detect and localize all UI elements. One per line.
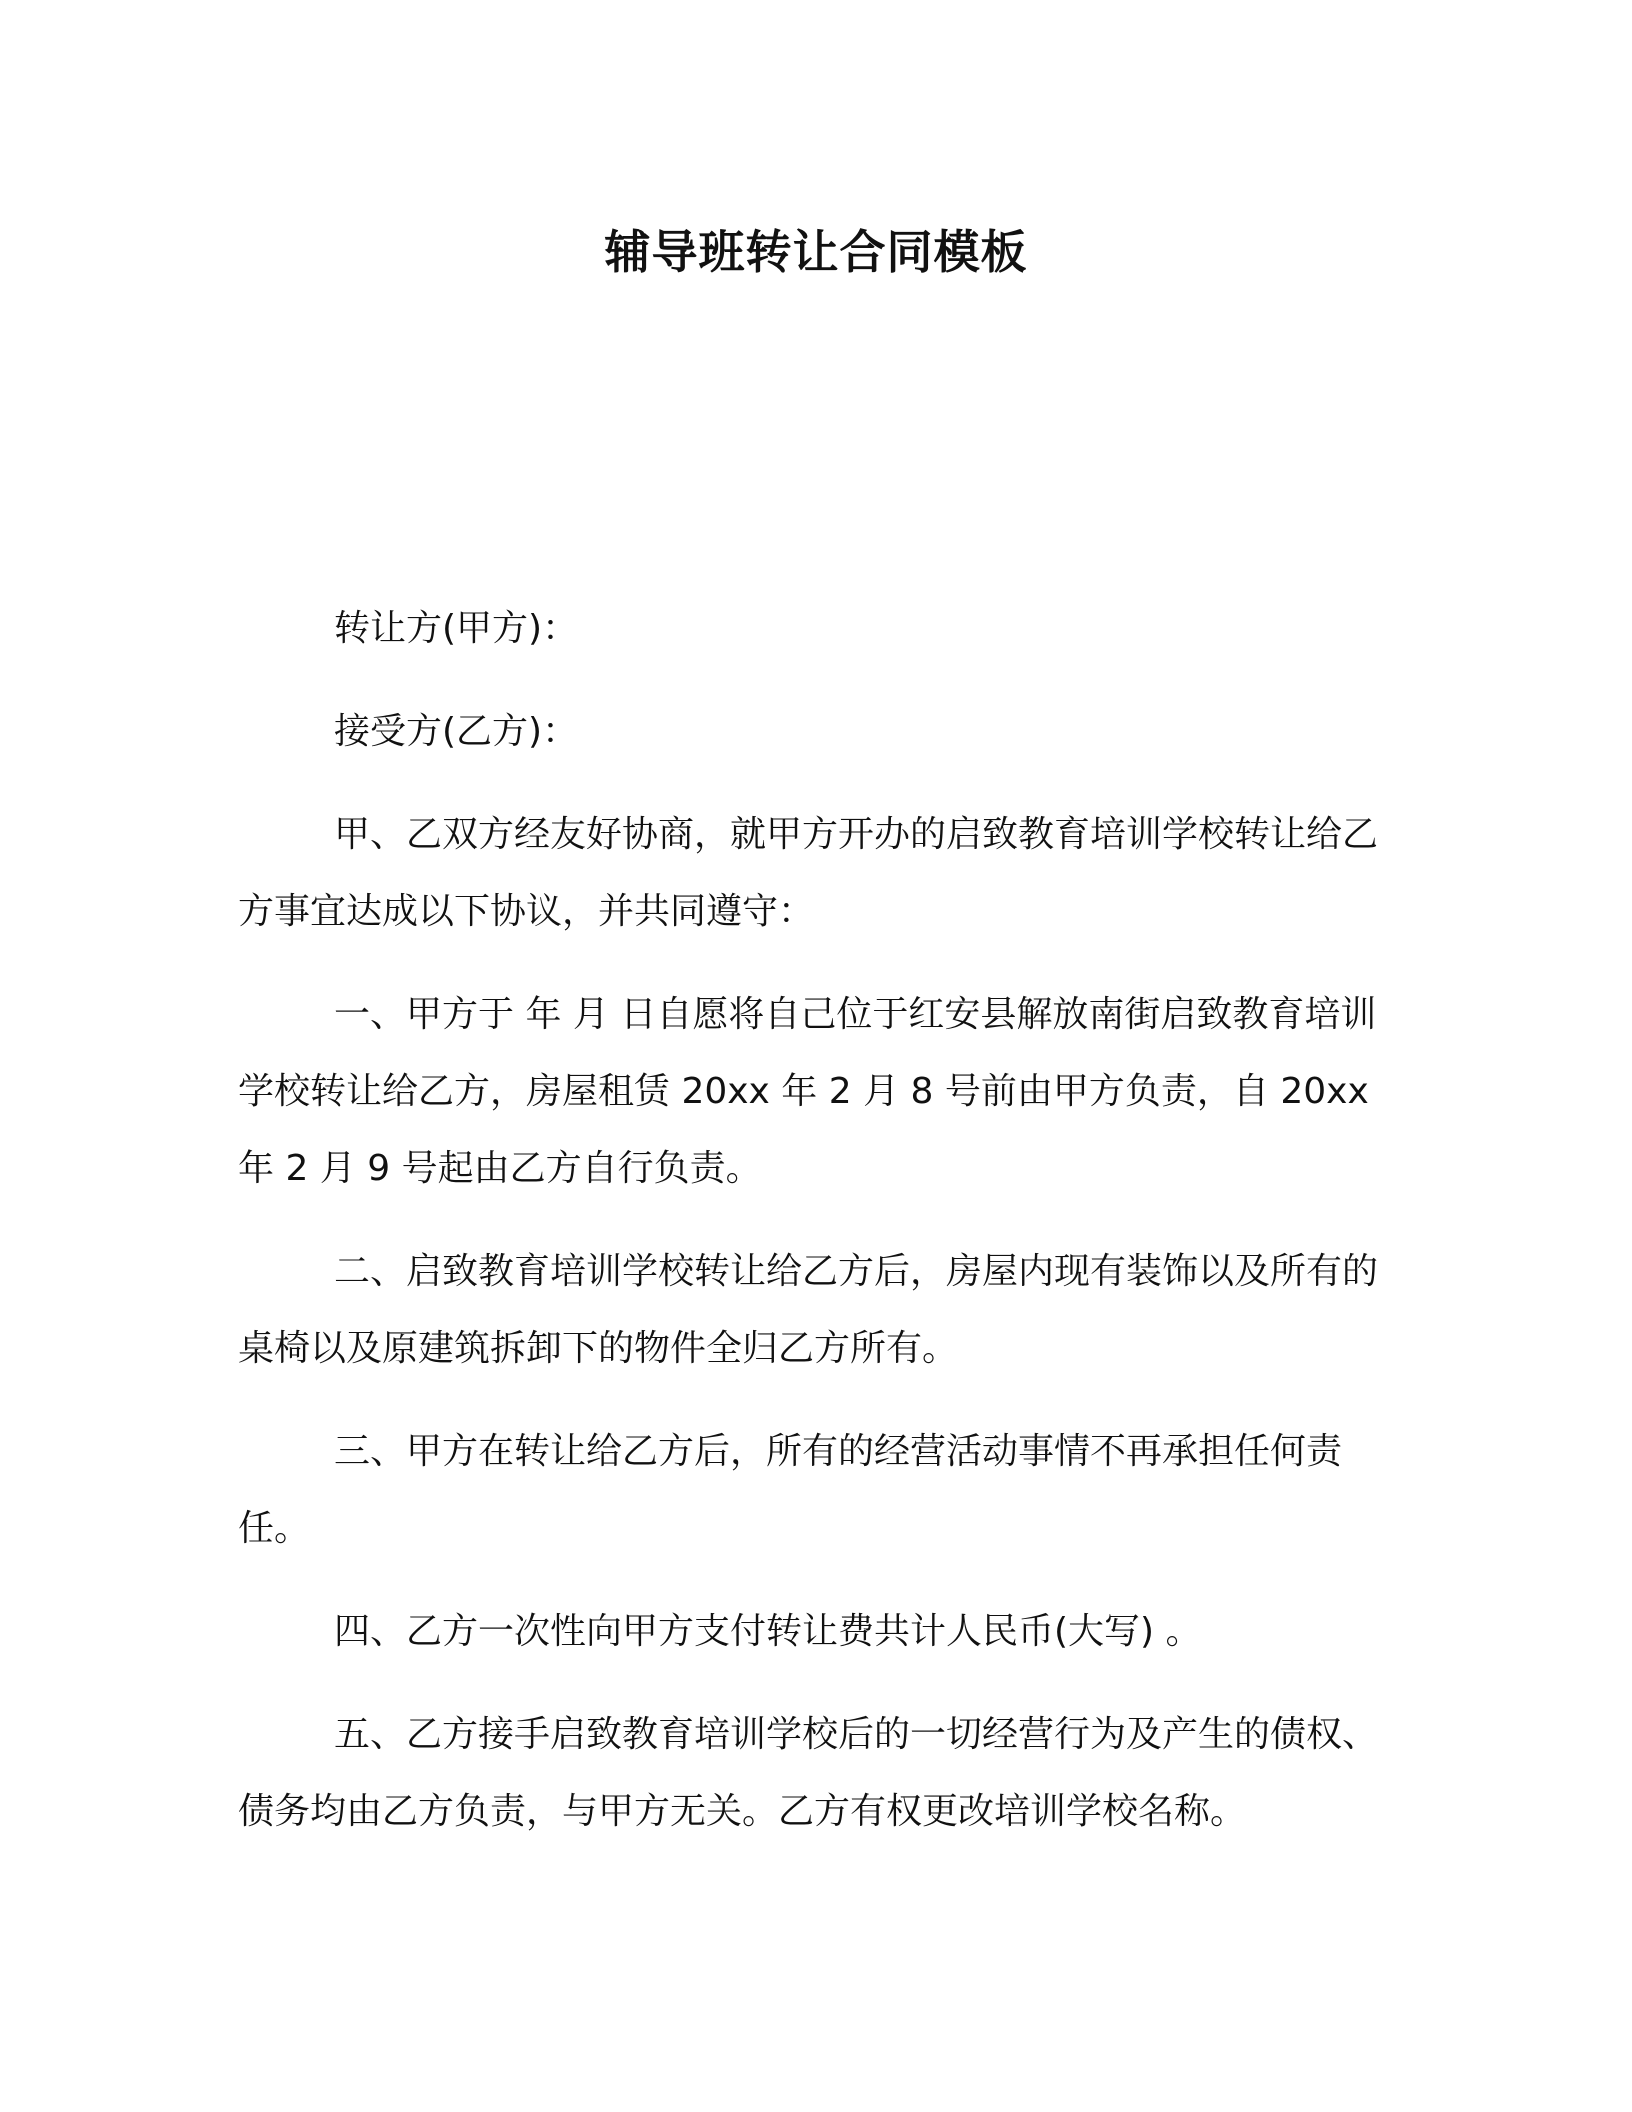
paragraph-transferee: 接受方(乙方)： <box>334 711 579 752</box>
document-body <box>238 590 1408 1876</box>
paragraph-clause-2: 二、启致教育培训学校转让给乙方后，房屋内现有装饰以及所有的桌椅以及原建筑拆卸下的物件全归乙方所有。 <box>238 1251 1379 1369</box>
paragraph-preamble: 甲、乙双方经友好协商，就甲方开办的启致教育培训学校转让给乙方事宜达成以下协议，并共同遵守： <box>238 814 1379 932</box>
paragraph-transferor: 转让方(甲方)： <box>334 608 579 649</box>
paragraph-clause-4: 四、乙方一次性向甲方支付转让费共计人民币(大写) 。 <box>334 1611 1202 1652</box>
paragraph-clause-1: 一、甲方于 年 月 日自愿将自己位于红安县解放南街启致教育培训学校转让给乙方，房屋租赁 20xx 年 2 月 8 号前由甲方负责，自 20xx 年 2 月 9 号起由乙方自行负责。 <box>238 994 1377 1189</box>
paragraph-clause-5: 五、乙方接手启致教育培训学校后的一切经营行为及产生的债权、债务均由乙方负责，与甲方无关。乙方有权更改培训学校名称。 <box>238 1714 1379 1832</box>
paragraph-clause-3: 三、甲方在转让给乙方后，所有的经营活动事情不再承担任何责任。 <box>238 1431 1343 1549</box>
document-title: 辅导班转让合同模板 <box>604 225 1028 279</box>
